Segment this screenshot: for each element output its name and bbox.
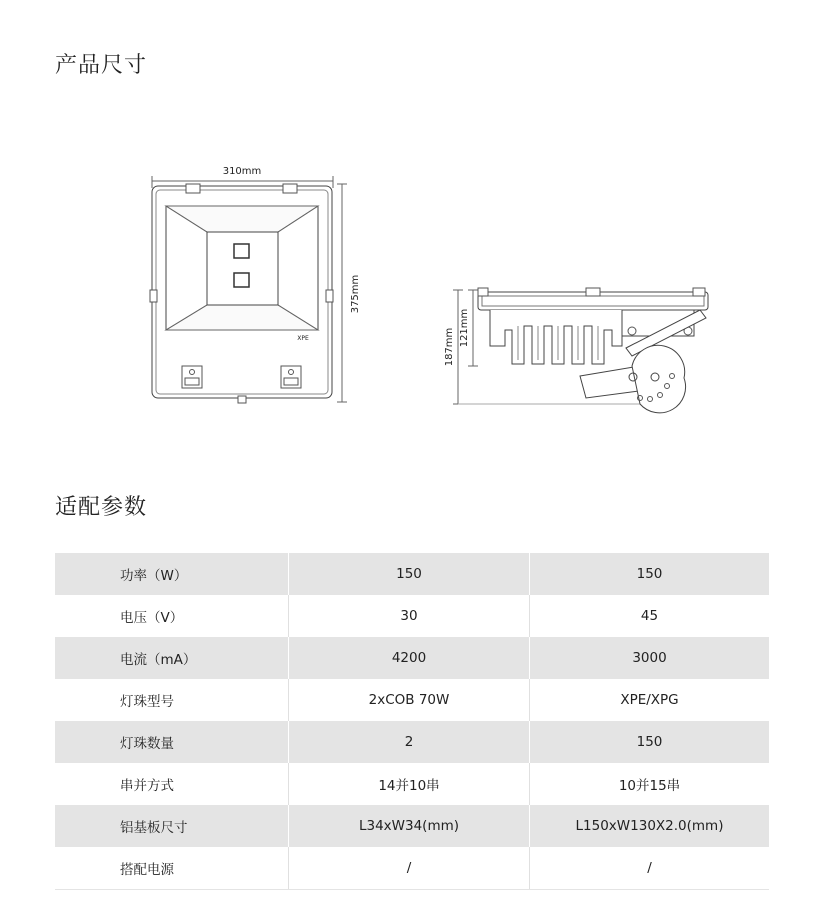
spec-value-1: 2: [289, 721, 530, 763]
table-row: [55, 847, 769, 890]
total-depth-label: 187mm: [444, 327, 455, 367]
spec-value-1: L34xW34(mm): [289, 805, 530, 847]
spec-label: 功率（W）: [55, 553, 289, 595]
spec-value-2: L150xW130X2.0(mm): [530, 805, 770, 847]
spec-label: 搭配电源: [55, 847, 289, 890]
table-row: [55, 805, 769, 847]
side-view: [453, 288, 708, 413]
spec-value-1: 2xCOB 70W: [289, 679, 530, 721]
table-row: [55, 721, 769, 763]
table-row: [55, 637, 769, 679]
spec-value-1: 150: [289, 553, 530, 595]
table-row: [55, 595, 769, 637]
front-view: [150, 176, 347, 403]
front-chip-label: XPE: [297, 335, 309, 342]
spec-value-1: 30: [289, 595, 530, 637]
spec-value-2: XPE/XPG: [530, 679, 770, 721]
spec-value-1: 4200: [289, 637, 530, 679]
body-depth-label: 121mm: [459, 308, 470, 348]
table-row: [55, 553, 769, 595]
spec-label: 灯珠数量: [55, 721, 289, 763]
width-dimension-label: 310mm: [222, 166, 262, 177]
spec-value-2: 150: [530, 721, 770, 763]
spec-label: 电流（mA）: [55, 637, 289, 679]
spec-label: 铝基板尺寸: [55, 805, 289, 847]
spec-value-2: 45: [530, 595, 770, 637]
spec-value-2: 10并15串: [530, 763, 770, 805]
spec-value-1: /: [289, 847, 530, 890]
spec-label: 串并方式: [55, 763, 289, 805]
spec-label: 灯珠型号: [55, 679, 289, 721]
table-row: [55, 679, 769, 721]
spec-label: 电压（V）: [55, 595, 289, 637]
spec-table: [55, 553, 769, 890]
section-title-dimensions: 产品尺寸: [55, 53, 148, 78]
spec-value-2: /: [530, 847, 770, 890]
spec-value-2: 3000: [530, 637, 770, 679]
height-dimension-label: 375mm: [350, 274, 361, 314]
table-row: [55, 763, 769, 805]
spec-value-2: 150: [530, 553, 770, 595]
spec-value-1: 14并10串: [289, 763, 530, 805]
section-title-specs: 适配参数: [55, 495, 148, 520]
